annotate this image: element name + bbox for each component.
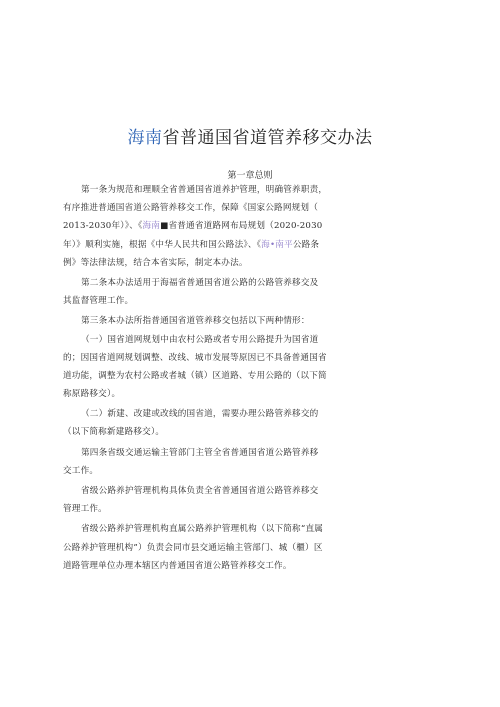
text-line xyxy=(63,349,363,367)
text-line xyxy=(63,292,363,310)
text-line xyxy=(63,423,363,441)
text-segment: 公路条 xyxy=(292,239,320,250)
text-segment: 省普通省道路网布局规划（2020-2030 xyxy=(168,221,323,232)
text-line xyxy=(63,520,363,538)
document-title-highlight: 海南 xyxy=(127,128,163,148)
text-segment: （一）国省道网规划中由农村公路或者专用公路提升为国省道 xyxy=(81,334,319,345)
text-segment: 的；因国省道网规划调整、改线、城市发展等原因已不具备普通国省 xyxy=(63,352,327,363)
text-segment: 其监督管理工作。 xyxy=(63,296,134,307)
text-line xyxy=(63,367,363,385)
text-segment: 第一条为规范和理顺全省普通国省道养护管理，明确管养职责， xyxy=(81,185,328,195)
text-segment: 第三条本办法所指普通国省道管养移交包括以下两种情形： xyxy=(81,316,310,327)
text-segment: 交工作。 xyxy=(63,465,99,476)
text-line xyxy=(63,482,363,500)
highlighted-text: 海•南平 xyxy=(261,239,293,250)
text-segment: （以下简称新建路移交）。 xyxy=(63,427,165,438)
text-line xyxy=(63,405,363,423)
text-segment: 道功能，调整为农村公路或者城（镇）区道路、专用公路的（以下简 xyxy=(63,370,327,381)
document-body xyxy=(63,181,363,575)
highlighted-text: 海南 xyxy=(142,221,161,232)
text-line xyxy=(63,500,363,518)
text-line xyxy=(63,539,363,557)
text-segment: 省级公路养护管理机构直属公路养护管理机构（以下简称“直属 xyxy=(81,524,324,535)
text-line xyxy=(63,312,363,330)
text-segment: ■ xyxy=(160,221,169,232)
text-line xyxy=(63,217,363,235)
text-segment: 第二条本办法适用于海福省普通国省道公路的公路管养移交及 xyxy=(81,277,319,288)
text-segment: 省级公路养护管理机构具体负责全省普通国省道公路管养移交 xyxy=(81,486,319,496)
chapter-heading: 第一章总则 xyxy=(227,171,273,181)
text-line xyxy=(63,331,363,349)
document-title-text: 省普通国省道管养移交办法 xyxy=(162,128,373,148)
text-segment: 称原路移交）。 xyxy=(63,389,121,400)
text-line xyxy=(63,385,363,403)
text-line xyxy=(63,236,363,254)
text-segment: 年）》顺利实施，根据《中华人民共和国公路法》、《 xyxy=(63,239,262,250)
text-line xyxy=(63,557,363,575)
text-segment: 2013-2030年）》、《 xyxy=(63,221,143,232)
text-segment: 公路养护管理机构”）负责会同市县交通运输主管部门、城（櫃）区 xyxy=(63,542,323,553)
text-segment: 管理工作。 xyxy=(63,504,107,515)
text-line xyxy=(63,462,363,480)
text-line xyxy=(63,274,363,292)
text-segment: 有序推进普通国省道公路管养移交工作，保障《国家公路网规划（ xyxy=(63,203,319,214)
text-line xyxy=(63,181,363,199)
document-title xyxy=(0,123,500,148)
text-line xyxy=(63,254,363,272)
text-segment: 例》等法律法规，结合本省实际，制定本办法。 xyxy=(63,257,248,268)
text-segment: （二）新建、改建或改线的国省道，需要办理公路管养移交的 xyxy=(81,409,319,420)
text-line xyxy=(63,444,363,462)
text-line xyxy=(63,199,363,217)
text-segment: 道路管理单位办理本辖区内普通国省道公路管养移交工作。 xyxy=(63,560,292,571)
text-segment: 第四条省级交通运输主管部门主管全省普通国省道公路管养移 xyxy=(81,447,319,458)
